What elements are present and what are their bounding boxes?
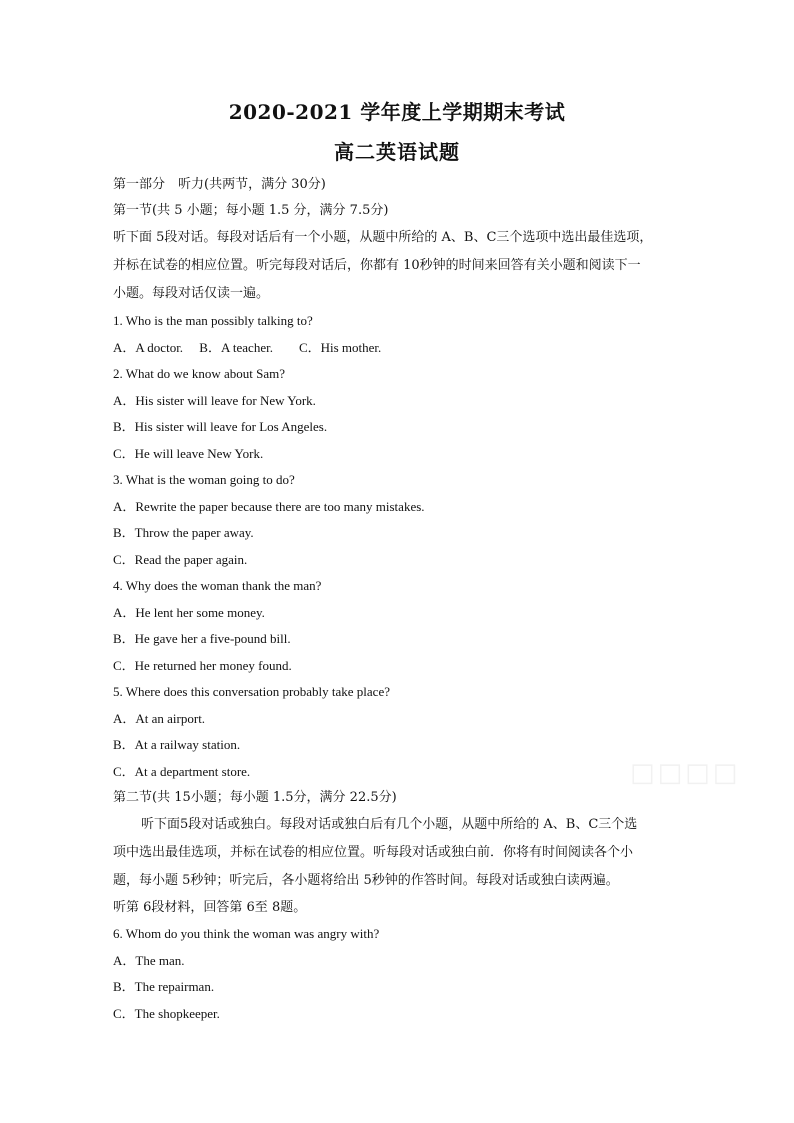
exam-body — [113, 172, 685, 1027]
option-a: A．Rewrite the paper because there are too many mistakes. — [113, 498, 425, 514]
instruction-line: 并标在试卷的相应位置。听完每段对话后，你都有 10秒钟的时间来回答有关小题和阅读下一 — [113, 258, 641, 273]
question-stem: 6. Whom do you think the woman was angry with? — [113, 926, 380, 941]
instruction-line: 项中选出最佳选项，并标在试卷的相应位置。听每段对话或独白前．你将有时间阅读各个小 — [113, 845, 634, 860]
question-stem: 3. What is the woman going to do? — [113, 472, 295, 487]
option-c: C．The shopkeeper. — [113, 1005, 220, 1021]
faint-watermark: □□□□ — [630, 758, 741, 788]
option-b: B．At a railway station. — [113, 737, 241, 752]
question-stem: 4. Why does the woman thank the man? — [113, 578, 322, 593]
question-stem: 2. What do we know about Sam? — [113, 366, 285, 381]
option-a: A．His sister will leave for New York. — [113, 392, 316, 408]
option-c: C．He will leave New York. — [113, 445, 264, 461]
option-b: B．His sister will leave for Los Angeles. — [113, 419, 328, 434]
instruction-line: 小题。每段对话仅读一遍。 — [113, 286, 270, 301]
question-options: A．A doctor. B．A teacher. C．His mother. — [113, 339, 382, 355]
instruction-line: 题，每小题 5秒钟；听完后，各小题将给出 5秒钟的作答时间。每段对话或独白读两遍。 — [113, 873, 619, 888]
option-a: A．At an airport. — [113, 710, 206, 726]
option-c: C．He returned her money found. — [113, 657, 292, 673]
section-heading: 第一节(共 5 小题；每小题 1.5 分，满分 7.5分) — [113, 203, 389, 218]
section-instructions — [113, 811, 685, 895]
option-a: A．He lent her some money. — [113, 604, 265, 620]
exam-subtitle: 高二英语试题 — [334, 140, 460, 164]
option-b: B．The repairman. — [113, 979, 215, 994]
instruction-line: 听下面5段对话或独白。每段对话或独白后有几个小题，从题中所给的 A、B、C三个选 — [141, 817, 638, 832]
option-c: C．At a department store. — [113, 763, 251, 779]
section-instructions — [113, 224, 685, 308]
material-note: 听第 6段材料，回答第 6至 8题。 — [113, 900, 307, 915]
option-b: B．Throw the paper away. — [113, 525, 254, 540]
option-a: A．The man. — [113, 952, 185, 968]
option-b: B．He gave her a five-pound bill. — [113, 631, 291, 646]
question-stem: 5. Where does this conversation probably take place? — [113, 684, 390, 699]
instruction-line: 听下面 5段对话。每段对话后有一个小题，从题中所给的 A、B、C三个选项中选出最佳选项， — [113, 230, 653, 245]
option-c: C．Read the paper again. — [113, 551, 248, 567]
question-stem: 1. Who is the man possibly talking to? — [113, 313, 313, 328]
part-heading: 第一部分 听力(共两节，满分 30分) — [113, 177, 326, 192]
exam-title: 2020-2021 学年度上学期期末考试 — [228, 100, 566, 124]
section-heading: 第二节(共 15小题；每小题 1.5分，满分 22.5分) — [113, 790, 397, 805]
